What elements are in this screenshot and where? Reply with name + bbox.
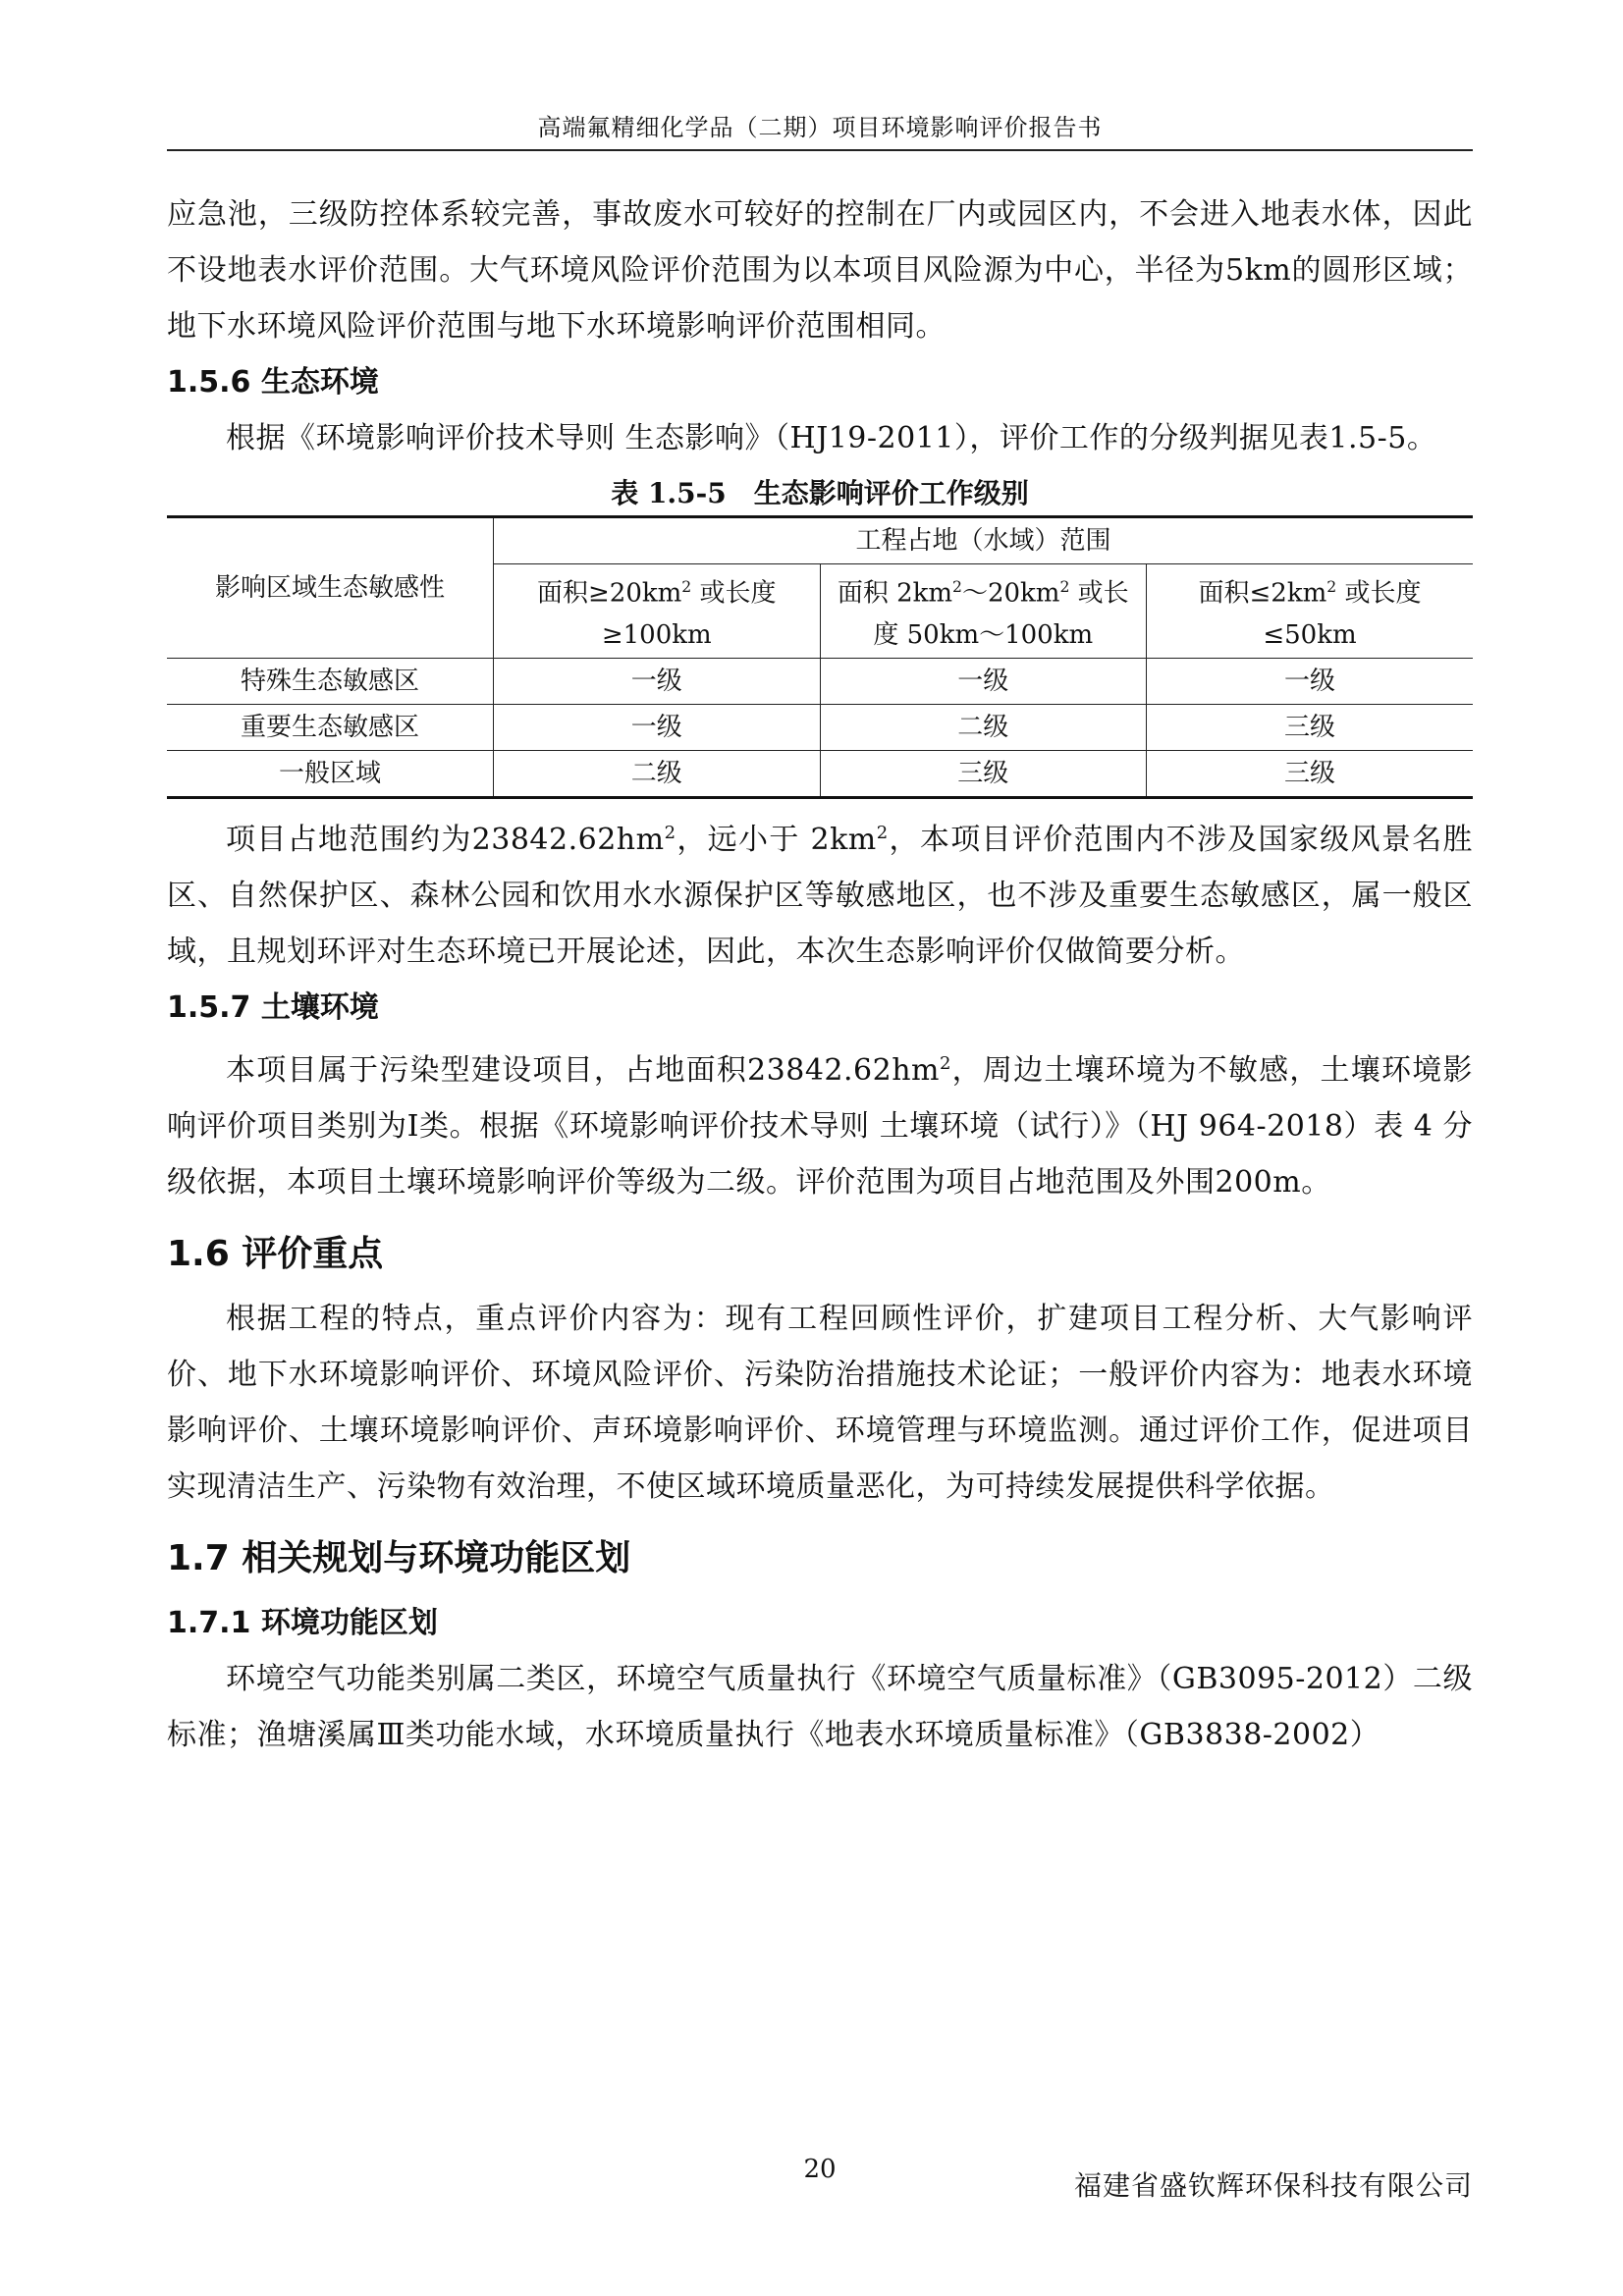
table-cell: 三级: [1147, 704, 1474, 750]
ecology-grade-table: [167, 515, 1473, 799]
column-header-large: 面积$\ge 20km^2$ 或长度 ≥100km: [494, 564, 821, 659]
table-cell: 三级: [1147, 750, 1474, 797]
paragraph: 环境空气功能类别属二类区，环境空气质量执行《环境空气质量标准》（GB3095-2012）二级标准；渔塘溪属Ⅲ类功能水域，水环境质量执行《地表水环境质量标准》（GB3838-2002）: [167, 1661, 1473, 1752]
section-heading-1-7: 1.7 相关规划与环境功能区划: [167, 1537, 631, 1578]
section-heading-1-6: 1.6 评价重点: [167, 1233, 384, 1274]
group-header-cell: 工程占地（水域）范围: [494, 517, 1474, 564]
paragraph: 根据《环境影响评价技术导则 生态影响》（HJ19-2011），评价工作的分级判据见表1.5-5。: [226, 421, 1437, 455]
subsection-heading-1-5-7: 1.5.7 土壤环境: [167, 989, 379, 1025]
page-footer: [167, 2155, 1473, 2204]
table-row: [167, 658, 1473, 704]
row-label: 重要生态敏感区: [167, 704, 494, 750]
page-header: [167, 106, 1473, 151]
table-caption: 表 1.5-5 生态影响评价工作级别: [611, 477, 1029, 509]
row-header-cell: 影响区域生态敏感性: [167, 517, 494, 659]
company-name: 福建省盛钦辉环保科技有限公司: [1073, 2169, 1473, 2202]
table-cell: 一级: [1147, 658, 1474, 704]
table-cell: 三级: [820, 750, 1147, 797]
table-cell: 一级: [494, 658, 821, 704]
table-header-row: [167, 517, 1473, 564]
table-cell: 一级: [820, 658, 1147, 704]
subsection-heading-1-7-1: 1.7.1 环境功能区划: [167, 1605, 438, 1640]
paragraph: 根据工程的特点，重点评价内容为：现有工程回顾性评价，扩建项目工程分析、大气影响评价、地下水环境影响评价、环境风险评价、污染防治措施技术论证；一般评价内容为：地表水环境影响评价、土壤环境影响评价、声环境影响评价、环境管理与环境监测。通过评价工作，促进项目实现清洁生产、污染物有效治理，不使区域环境质量恶化，为可持续发展提供科学依据。: [167, 1301, 1473, 1504]
column-header-small: 面积$\le 2km^2$ 或长度 ≤50km: [1147, 564, 1474, 659]
table-cell: 二级: [494, 750, 821, 797]
page-number: 20: [803, 2155, 837, 2184]
table-cell: 一级: [494, 704, 821, 750]
paragraph: 本项目属于污染型建设项目，占地面积$23842.62hm^2$，周边土壤环境为不敏感，土壤环境影响评价项目类别为Ⅰ类。根据《环境影响评价技术导则 土壤环境（试行）》（HJ 964-2018）表 4 分级依据，本项目土壤环境影响评价等级为二级。评价范围为项目占地范围及外围200m。: [167, 1052, 1473, 1200]
subsection-heading-1-5-6: 1.5.6 生态环境: [167, 365, 379, 400]
header-title: 高端氟精细化学品（二期）项目环境影响评价报告书: [537, 114, 1103, 141]
row-label: 特殊生态敏感区: [167, 658, 494, 704]
paragraph: 项目占地范围约为$23842.62hm^2$，远小于 $2km^2$，本项目评价范围内不涉及国家级风景名胜区、自然保护区、森林公园和饮用水水源保护区等敏感地区，也不涉及重要生态敏感区，属一般区域，且规划环评对生态环境已开展论述，因此，本次生态影响评价仅做简要分析。: [167, 822, 1474, 969]
table-row: [167, 750, 1473, 797]
table-row: [167, 704, 1473, 750]
row-label: 一般区域: [167, 750, 494, 797]
table-cell: 二级: [820, 704, 1147, 750]
column-header-medium: 面积 $2km^2\sim 20km^2$ 或长 度 50km～100km: [820, 564, 1147, 659]
document-body: [167, 187, 1473, 1763]
paragraph: 应急池，三级防控体系较完善，事故废水可较好的控制在厂内或园区内，不会进入地表水体，因此不设地表水评价范围。大气环境风险评价范围为以本项目风险源为中心，半径为5km的圆形区域；地下水环境风险评价范围与地下水环境影响评价范围相同。: [167, 197, 1473, 344]
